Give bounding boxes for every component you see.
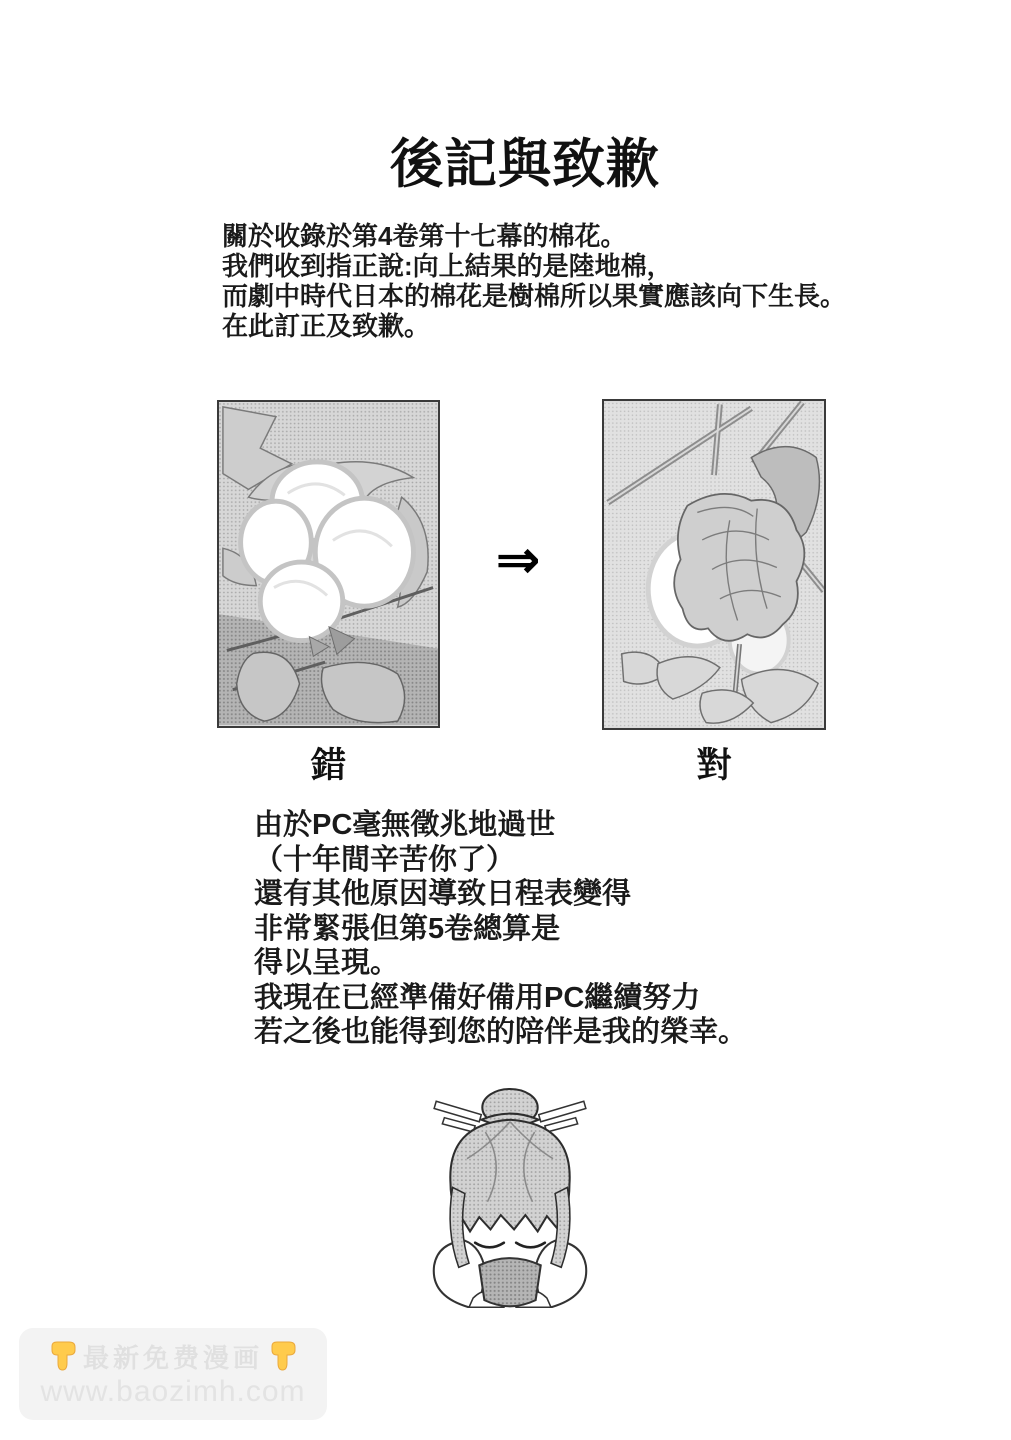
bowing-girl-drawing: [428, 1076, 592, 1308]
wrong-cotton-illustration: [217, 400, 440, 728]
watermark-text: 最新免费漫画: [82, 1342, 263, 1373]
body-line: 非常緊張但第5卷總算是: [254, 912, 561, 945]
intro-line: 關於收錄於第4卷第十七幕的棉花。: [222, 221, 627, 251]
watermark-line1: [49, 1339, 297, 1373]
body-line: 得以呈現。: [254, 947, 400, 979]
cotton-hanging-drawing: [604, 401, 824, 728]
page-title: 後記與致歉: [390, 135, 660, 194]
correct-cotton-illustration: [602, 399, 826, 730]
body-line: 若之後也能得到您的陪伴是我的榮幸。: [254, 1016, 748, 1048]
body-line: （十年間辛苦你了）: [254, 843, 516, 876]
intro-line: 而劇中時代日本的棉花是樹棉所以果實應該向下生長。: [222, 281, 847, 311]
cotton-upward-drawing: [219, 402, 438, 726]
body-line: 由於PC毫無徵兆地過世: [254, 809, 556, 841]
watermark-url: www.baozimh.com: [40, 1375, 306, 1408]
pointing-down-icon: [269, 1341, 297, 1371]
intro-line: 在此訂正及致歉。: [222, 311, 431, 341]
body-paragraph: [254, 808, 747, 1050]
wrong-label: 錯: [310, 746, 346, 785]
bowing-girl-illustration: [428, 1076, 592, 1308]
intro-line: 我們收到指正說:向上結果的是陸地棉，: [222, 251, 673, 281]
watermark-badge: [19, 1328, 327, 1420]
body-line: 我現在已經準備好備用PC繼續努力: [254, 981, 701, 1014]
body-line: 還有其他原因導致日程表變得: [254, 878, 632, 910]
intro-paragraph: [222, 221, 846, 341]
arrow-right-double-icon: ⇒: [495, 530, 541, 590]
correct-label: 對: [696, 746, 732, 785]
pointing-down-icon: [49, 1341, 77, 1371]
